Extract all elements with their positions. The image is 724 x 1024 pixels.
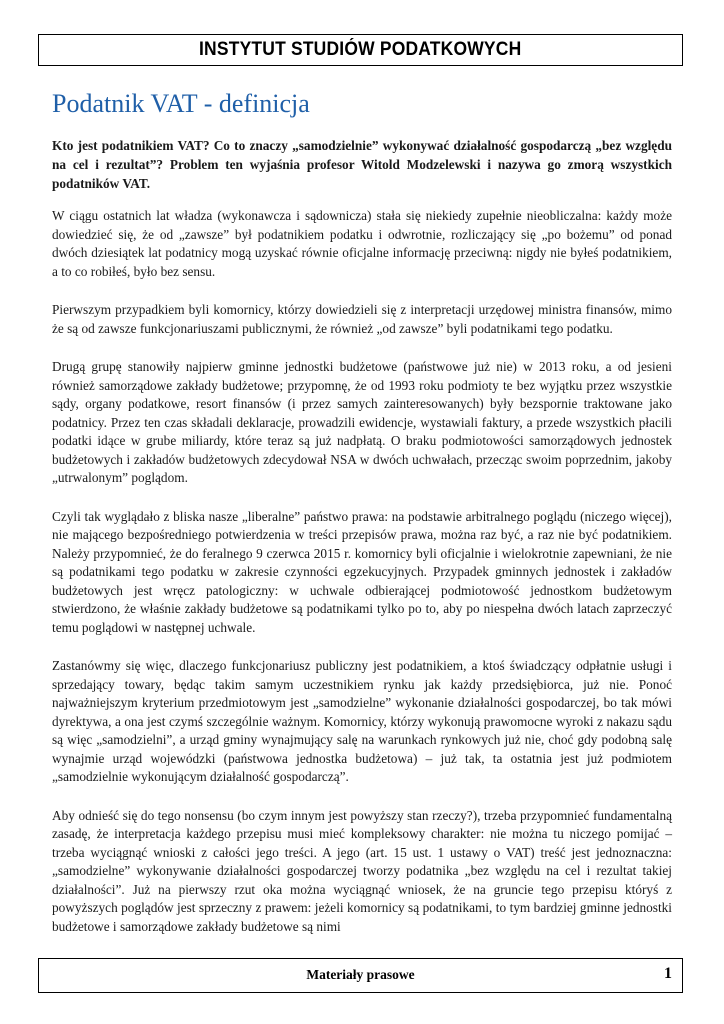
article-lead: Kto jest podatnikiem VAT? Co to znaczy „samodzielnie” wykonywać działalność gospodarczą „bez względu na cel i rezultat”? Problem ten wyjaśnia profesor Witold Modzelewski i nazywa go zmorą wszystkich podatników VAT. — [52, 138, 672, 191]
footer-label: Materiały prasowe — [306, 967, 415, 982]
paragraph: Pierwszym przypadkiem byli komornicy, którzy dowiedzieli się z interpretacji urzędowej ministra finansów, mimo że są od zawsze funkcjonariuszami publicznymi, że również „od zawsze” byli podatnikami tego podatku. — [52, 302, 672, 336]
paragraph: Zastanówmy się więc, dlaczego funkcjonariusz publiczny jest podatnikiem, a ktoś świadczący odpłatnie usługi i sprzedający towary, będąc takim samym uczestnikiem rynku jak każdy przedsiębiorca, już nie. Ponoć najważniejszym kryterium przedmiotowym jest „samodzielne” wykonanie działalności gospodarczej, bo tak mówi dyrektywa, a ona jest czymś szczególnie ważnym. Komornicy, którzy wykonują prawomocne wyroki z nakazu sądu są więc „samodzielni”, a urząd gminy wynajmujący salę na warunkach rynkowych już nie, choć gdy podobną salę wynajmie urząd wojewódzki (państwowa jednostka budżetowa) – już tak, ta ostatnia jest już podmiotem „samodzielnie wykonującym działalność gospodarczą”. — [52, 658, 672, 784]
institute-name: INSTYTUT STUDIÓW PODATKOWYCH — [199, 39, 522, 60]
paragraph: Czyli tak wyglądało z bliska nasze „liberalne” państwo prawa: na podstawie arbitralnego poglądu (niczego więcej), nie mającego bezpośredniego potwierdzenia w treści przepisów prawa, można raz być, a raz nie być podatnikiem. Należy przypomnieć, że do feralnego 9 czerwca 2015 r. komornicy byli oficjalnie i wielokrotnie zapewniani, że nie są podatnikami tego podatku w zakresie czynności egzekucyjnych. Przypadek gminnych jednostek i zakładów budżetowych jest wręcz patologiczny: w uchwale odbierającej podmiotowość jednostkom budżetowym stwierdzono, że właśnie zakłady budżetowe są podatnikami tylko po to, aby po niespełna dwóch latach zaprzeczyć temu poglądowi w następnej uchwale. — [52, 508, 672, 635]
paragraph: W ciągu ostatnich lat władza (wykonawcza i sądownicza) stała się niekiedy zupełnie nieobliczalna: każdy może dowiedzieć się, że od „zawsze” był podatnikiem podatku i odwrotnie, rozliczający się „po bożemu” od ponad dwóch dziesiątek lat podatnicy mogą uzyskać równie oficjalne informację przeciwną: nigdy nie byłeś podatnikiem, a to co robiłeś, było bez sensu. — [52, 208, 672, 279]
paragraph: Aby odnieść się do tego nonsensu (bo czym innym jest powyższy stan rzeczy?), trzeba przypomnieć fundamentalną zasadę, że interpretacja każdego przepisu musi mieć kompleksowy charakter: nie można tu niczego pomijać – trzeba wyciągnąć wnioski z całości jego treści. A jego (art. 15 ust. 1 ustawy o VAT) treść jest jednoznaczna: „samodzielne” wykonywanie działalności gospodarczej tworzy podatnika „bez względu na cel i rezultat takiej działalności”. Już na pierwszy rzut oka można wyciągnąć wniosek, że na gruncie tego przepisu któryś z powyższych poglądów jest sprzeczny z prawem: jeżeli komornicy są podatnikami, to tym bardziej gminne jednostki budżetowe i samorządowe zakłady budżetowe są nimi — [52, 807, 672, 934]
article-body — [52, 86, 672, 936]
page-number: 1 — [664, 965, 672, 982]
header-banner — [38, 34, 683, 66]
page-title: Podatnik VAT - definicja — [52, 89, 310, 118]
footer-banner — [38, 958, 683, 993]
paragraph: Drugą grupę stanowiły najpierw gminne jednostki budżetowe (państwowe już nie) w 2013 roku, a od jesieni również samorządowe zakłady budżetowe; przypomnę, że od 1993 roku podmioty te bez wyjątku przez wszystkie sądy, organy podatkowe, resort finansów (i przez samych zainteresowanych) były bezspornie traktowane jako podatnicy. Przez ten czas składali deklaracje, prowadzili ewidencje, wystawiali faktury, a przede wszystkich płacili podatki idące w grube miliardy, które teraz są już nadpłatą. O braku podmiotowości samorządowych jednostek budżetowych i zakładów budżetowych zdecydował NSA w dwóch uchwałach, przecząc swoim poprzednim, jakoby „utrwalonym” poglądom. — [52, 359, 672, 485]
